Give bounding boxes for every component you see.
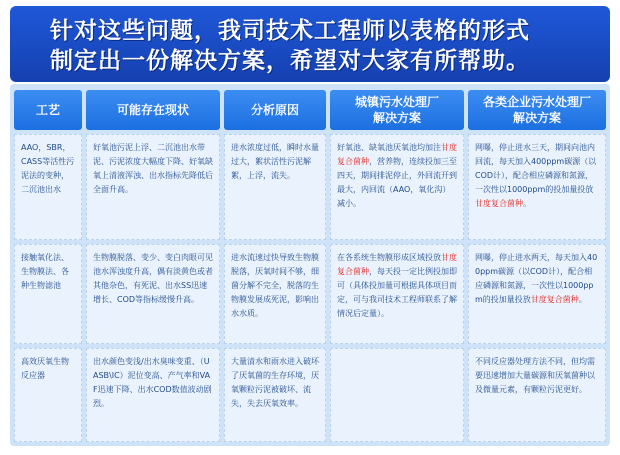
row1-status: 好氧池污泥上浮、二沉池出水带泥、污泥浓度大幅度下降、好氧缺氧上清液浑浊、出水指标先降低后全面升高。 [86,134,220,240]
row3-process: 高效厌氧生物反应器 [14,348,82,442]
row1-process: AAO，SBR，CASS等活性污泥法的变种，二沉池出水 [14,134,82,240]
row2-ent-text-b: 。 [578,295,587,304]
row1-city-solution [330,134,464,240]
row2-process: 接触氧化法、生物膜法、各种生物滤池 [14,244,82,344]
row2-cause: 进水流速过快导致生物膜脱落，厌氧时间不够，细菌分解不完全，脱落的生物膜发展成死泥，影响出水水质。 [224,244,326,344]
row1-city-text-b: ，营养物，连续投加三至四天，期间排泥停止，外回流开到最大，内回流（AAO，氧化沟）减小。 [337,157,457,208]
row3-status: 出水颜色变浅/出水臭味变重、（UASB\IC）泥位变高、产气率和VAF迅速下降、出水COD数值波动剧烈。 [86,348,220,442]
row3-cause: 大量清水和雨水进入破坏了厌氧菌的生存环境，厌氧颗粒污泥被破坏、流失，失去厌氧效率。 [224,348,326,442]
row1-enterprise-solution [468,134,606,240]
row1-ent-highlight: 甘度复合菌种 [475,199,523,208]
header-city-solution: 城镇污水处理厂解决方案 [330,90,464,130]
title-line-2: 制定出一份解决方案，希望对大家有所帮助。 [50,48,530,74]
header-status: 可能存在现状 [86,90,220,130]
header-cause: 分析原因 [224,90,326,130]
title-line-1: 针对这些问题，我司技术工程师以表格的形式 [50,18,530,44]
row2-city-text-a: 在各系统生物膜形成区域投放 [337,253,441,262]
title-banner [10,6,610,82]
row2-status: 生物膜脱落、变少、变白肉眼可见池水浑浊度升高，偶有淡黄色或者其他杂色，有死泥、出水SS迅速增长、COD等指标缓慢升高。 [86,244,220,344]
row2-ent-highlight: 甘度复合菌种 [530,295,579,304]
row2-city-text-b: ，每天投一定比例投加即可（具体投加量可根据具体项目而定，可与我司技术工程师联系了解情况后定量）。 [337,267,457,318]
row2-city-solution [330,244,464,344]
row3-ent-text-a: 不同反应器处理方法不同，但均需要迅速增加大量碳源和厌氧菌种以及微量元素，有颗粒污泥更好。 [475,357,595,394]
row1-ent-text-a: 网曝，停止进水三天，期间向池内回流，每天加入400ppm碳源（以COD计），配合相应磷源和氮源，一次性以1000ppm的投加量投放 [475,143,597,194]
row2-ent-text-a: 网曝，停止进水两天，每天加入400ppm碳源（以COD计），配合相应磷源和氮源，一次性以1000ppm的投加量投放 [475,253,598,304]
row2-city-highlight: 甘度复合菌种 [337,253,457,276]
row2-enterprise-solution [468,244,606,344]
row1-ent-text-b: 。 [523,199,531,208]
header-process: 工艺 [14,90,82,130]
row1-cause: 进水浓度过低，瞬时水量过大，絮状活性污泥解絮，上浮，流失。 [224,134,326,240]
row1-city-highlight: 甘度复合菌种 [337,143,457,166]
solution-table [10,84,610,446]
row1-city-text-a: 好氧池、缺氧池厌氧池均加注 [337,143,441,152]
row3-enterprise-solution [468,348,606,442]
row3-city-solution [330,348,464,442]
header-enterprise-solution: 各类企业污水处理厂解决方案 [468,90,606,130]
